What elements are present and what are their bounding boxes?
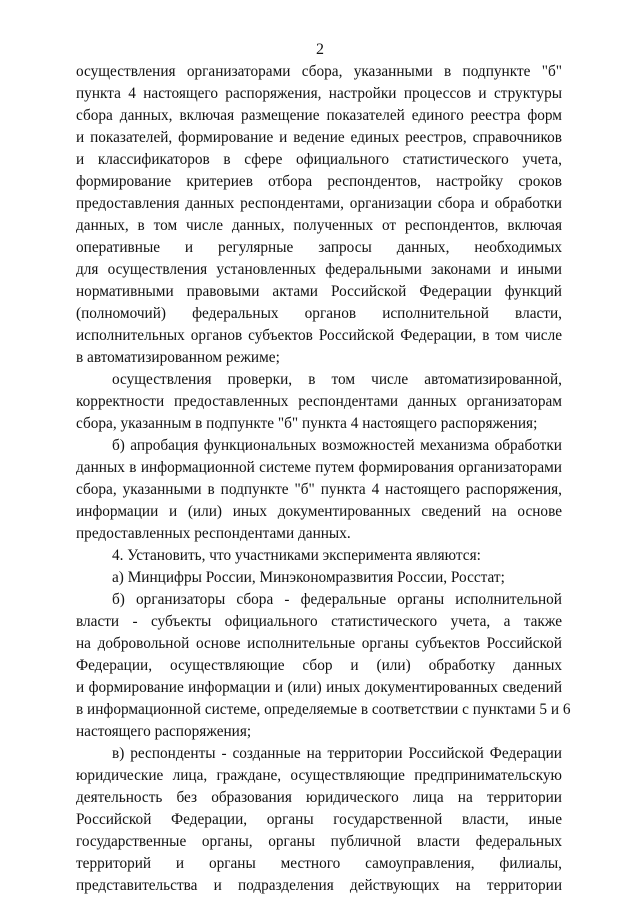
text-line: нормативными правовыми актами Российской Федерации функций	[76, 283, 562, 300]
text-line: данных, в том числе данных, полученных от респондентов, включая	[76, 217, 562, 234]
text-line: сбора, указанным в подпункте "б" пункта 4 настоящего распоряжения;	[76, 415, 538, 432]
text-line: корректности предоставленных респондентами данных организаторам	[76, 393, 562, 410]
text-line: 4. Установить, что участниками эксперимента являются:	[112, 547, 481, 564]
text-line: деятельность без образования юридического лица на территории	[76, 789, 562, 806]
text-line: б) апробация функциональных возможностей механизма обработки	[112, 437, 562, 454]
text-line: настоящего распоряжения;	[76, 723, 252, 740]
text-line: сбора, указанными в подпункте "б" пункта 4 настоящего распоряжения,	[76, 481, 562, 498]
text-line: а) Минцифры России, Минэкономразвития России, Росстат;	[112, 569, 505, 586]
text-line: формирование критериев отбора респондентов, настройку сроков	[76, 173, 562, 190]
text-line: власти - субъекты официального статистического учета, а также	[76, 613, 562, 630]
text-line: в) респонденты - созданные на территории Российской Федерации	[112, 745, 562, 762]
text-line: пункта 4 настоящего распоряжения, настройки процессов и структуры	[76, 85, 562, 102]
text-line: исполнительных органов субъектов Российской Федерации, в том числе	[76, 327, 562, 344]
text-line: предоставления данных респондентами, организации сбора и обработки	[76, 195, 562, 212]
text-line: сбора данных, включая размещение показателей единого реестра форм	[76, 107, 562, 124]
text-line: данных в информационной системе путем формирования организаторами	[76, 459, 562, 476]
text-line: юридические лица, граждане, осуществляющие предпринимательскую	[76, 767, 562, 784]
text-line: на добровольной основе исполнительные органы субъектов Российской	[76, 635, 562, 652]
text-line: государственные органы, органы публичной власти федеральных	[76, 833, 562, 850]
text-line: (полномочий) федеральных органов исполнительной власти,	[76, 305, 562, 322]
text-line: в информационной системе, определяемые в соответствии с пунктами 5 и 6	[76, 701, 571, 718]
text-line: б) организаторы сбора - федеральные органы исполнительной	[112, 591, 562, 608]
text-line: территорий и органы местного самоуправления, филиалы,	[76, 855, 562, 872]
text-line: представительства и подразделения действующих на территории	[76, 877, 562, 894]
text-line: Российской Федерации, органы государственной власти, иные	[76, 811, 562, 828]
text-line: оперативные и регулярные запросы данных, необходимых	[76, 239, 562, 256]
text-line: Федерации, осуществляющие сбор и (или) обработку данных	[76, 657, 562, 674]
text-line: и формирование информации и (или) иных документированных сведений	[76, 679, 562, 696]
text-line: осуществления организаторами сбора, указанными в подпункте "б"	[76, 63, 562, 80]
text-line: и классификаторов в сфере официального статистического учета,	[76, 151, 562, 168]
text-line: и показателей, формирование и ведение единых реестров, справочников	[76, 129, 562, 146]
text-line: предоставленных респондентами данных.	[76, 525, 351, 542]
text-line: в автоматизированном режиме;	[76, 349, 280, 366]
text-line: осуществления проверки, в том числе автоматизированной,	[112, 371, 562, 388]
text-line: информации и (или) иных документированных сведений на основе	[76, 503, 562, 520]
text-line: для осуществления установленных федеральными законами и иными	[76, 261, 562, 278]
page-number: 2	[316, 41, 324, 58]
